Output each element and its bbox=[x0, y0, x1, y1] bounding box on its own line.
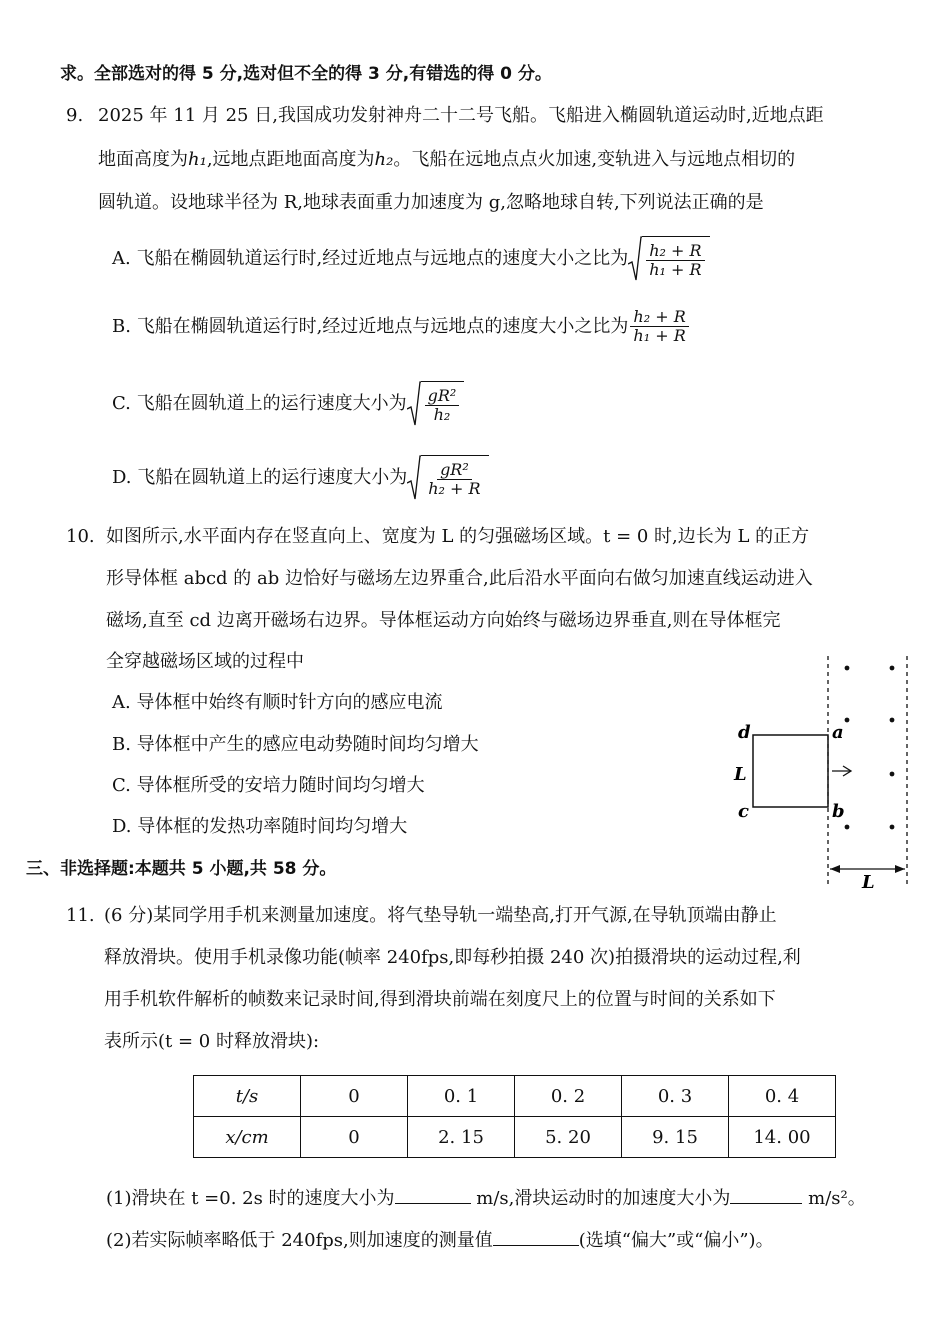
label-width-L: L bbox=[862, 872, 875, 892]
answer-blank-velocity[interactable] bbox=[395, 1185, 471, 1204]
q10-stem-line4: 全穿越磁场区域的过程中 bbox=[106, 651, 304, 672]
field-dots bbox=[845, 666, 895, 830]
q11-sub2: (2)若实际帧率略低于 240fps,则加速度的测量值 (选填“偏大”或“偏小”)。 bbox=[106, 1227, 774, 1254]
sqrt-expression: $\frac{\text{gR²}}{\text{h₂}}$ bbox=[407, 381, 465, 427]
measurement-table bbox=[193, 1075, 836, 1158]
q9-option-a: A. 飞船在椭圆轨道运行时,经过近地点与远地点的速度大小之比为 $\frac{\text{h₂ + R}}{\text{h₁ + R}}$ bbox=[112, 236, 710, 282]
q10-option-c: C. 导体框所受的安培力随时间均匀增大 bbox=[112, 775, 425, 796]
q10-option-b: B. 导体框中产生的感应电动势随时间均匀增大 bbox=[112, 734, 479, 755]
q10-stem-line1: 如图所示,水平面内存在竖直向上、宽度为 L 的匀强磁场区域。t = 0 时,边长为 L 的正方 bbox=[106, 526, 810, 547]
table-cell: 0 bbox=[301, 1076, 408, 1117]
table-cell: 9. 15 bbox=[622, 1117, 729, 1158]
table-cell: 2. 15 bbox=[408, 1117, 515, 1158]
q10-stem-line2: 形导体框 abcd 的 ab 边恰好与磁场左边界重合,此后沿水平面向右做匀加速直线运动进入 bbox=[106, 568, 813, 589]
q10-stem-line3: 磁场,直至 cd 边离开磁场右边界。导体框运动方向始终与磁场边界垂直,则在导体框完 bbox=[106, 610, 781, 631]
table-row bbox=[194, 1117, 836, 1158]
table-cell: 0. 2 bbox=[515, 1076, 622, 1117]
label-c: c bbox=[738, 801, 749, 822]
q10-option-a: A. 导体框中始终有顺时针方向的感应电流 bbox=[112, 692, 443, 713]
q11-number: 11. bbox=[66, 905, 95, 926]
q9-option-b: B. 飞船在椭圆轨道运行时,经过近地点与远地点的速度大小之比为 $\frac{\text{h₂ + R}}{\text{h₁ + R}}$ bbox=[112, 308, 691, 345]
table-cell: 5. 20 bbox=[515, 1117, 622, 1158]
sqrt-expression: $\frac{\text{h₂ + R}}{\text{h₁ + R}}$ bbox=[628, 236, 709, 282]
magnetic-field-figure bbox=[726, 652, 922, 892]
table-cell: 0. 1 bbox=[408, 1076, 515, 1117]
q11-stem-line3: 用手机软件解析的帧数来记录时间,得到滑块前端在刻度尺上的位置与时间的关系如下 bbox=[104, 989, 776, 1010]
label-a: a bbox=[832, 722, 844, 743]
label-d: d bbox=[738, 722, 751, 743]
q9-stem-line3: 圆轨道。设地球半径为 R,地球表面重力加速度为 g,忽略地球自转,下列说法正确的是 bbox=[98, 192, 764, 213]
table-row bbox=[194, 1076, 836, 1117]
q10-option-d: D. 导体框的发热功率随时间均匀增大 bbox=[112, 816, 408, 837]
sqrt-expression: $\frac{\text{gR²}}{\text{h₂ + R}}$ bbox=[407, 455, 488, 501]
q11-stem-line2: 释放滑块。使用手机录像功能(帧率 240fps,即每秒拍摄 240 次)拍摄滑块的运动过程,利 bbox=[104, 947, 801, 968]
table-cell: 14. 00 bbox=[729, 1117, 836, 1158]
label-side-L: L bbox=[734, 764, 747, 785]
q9-stem-line1: 2025 年 11 月 25 日,我国成功发射神舟二十二号飞船。飞船进入椭圆轨道运动时,近地点距 bbox=[98, 105, 824, 126]
q11-stem-line4: 表所示(t = 0 时释放滑块): bbox=[104, 1031, 320, 1052]
conductor-frame bbox=[753, 735, 828, 807]
section-3-heading: 三、非选择题:本题共 5 小题,共 58 分。 bbox=[26, 859, 337, 879]
answer-blank-comparison[interactable] bbox=[493, 1227, 579, 1246]
q9-stem-line2: 地面高度为h₁,远地点距地面高度为h₂。飞船在远地点点火加速,变轨进入与远地点相切的 bbox=[98, 149, 796, 170]
q9-option-d: D. 飞船在圆轨道上的运行速度大小为 $\frac{\text{gR²}}{\text{h₂ + R}}$ bbox=[112, 455, 489, 501]
table-cell: 0. 4 bbox=[729, 1076, 836, 1117]
q11-stem-line1: (6 分)某同学用手机来测量加速度。将气垫导轨一端垫高,打开气源,在导轨顶端由静止 bbox=[104, 905, 777, 926]
answer-blank-acceleration[interactable] bbox=[730, 1185, 802, 1204]
q10-number: 10. bbox=[66, 526, 95, 547]
table-cell: 0 bbox=[301, 1117, 408, 1158]
table-cell: 0. 3 bbox=[622, 1076, 729, 1117]
table-cell: t/s bbox=[194, 1076, 301, 1117]
q11-sub1: (1)滑块在 t =0. 2s 时的速度大小为 m/s,滑块运动时的加速度大小为 m/s²。 bbox=[106, 1185, 866, 1212]
table-cell: x/cm bbox=[194, 1117, 301, 1158]
label-b: b bbox=[832, 801, 845, 822]
q9-option-c: C. 飞船在圆轨道上的运行速度大小为 $\frac{\text{gR²}}{\text{h₂}}$ bbox=[112, 381, 464, 427]
top-note: 求。全部选对的得 5 分,选对但不全的得 3 分,有错选的得 0 分。 bbox=[60, 64, 552, 84]
q9-number: 9. bbox=[66, 105, 84, 126]
fraction-expression: $\frac{\text{h₂ + R}}{\text{h₁ + R}}$ bbox=[630, 308, 688, 345]
